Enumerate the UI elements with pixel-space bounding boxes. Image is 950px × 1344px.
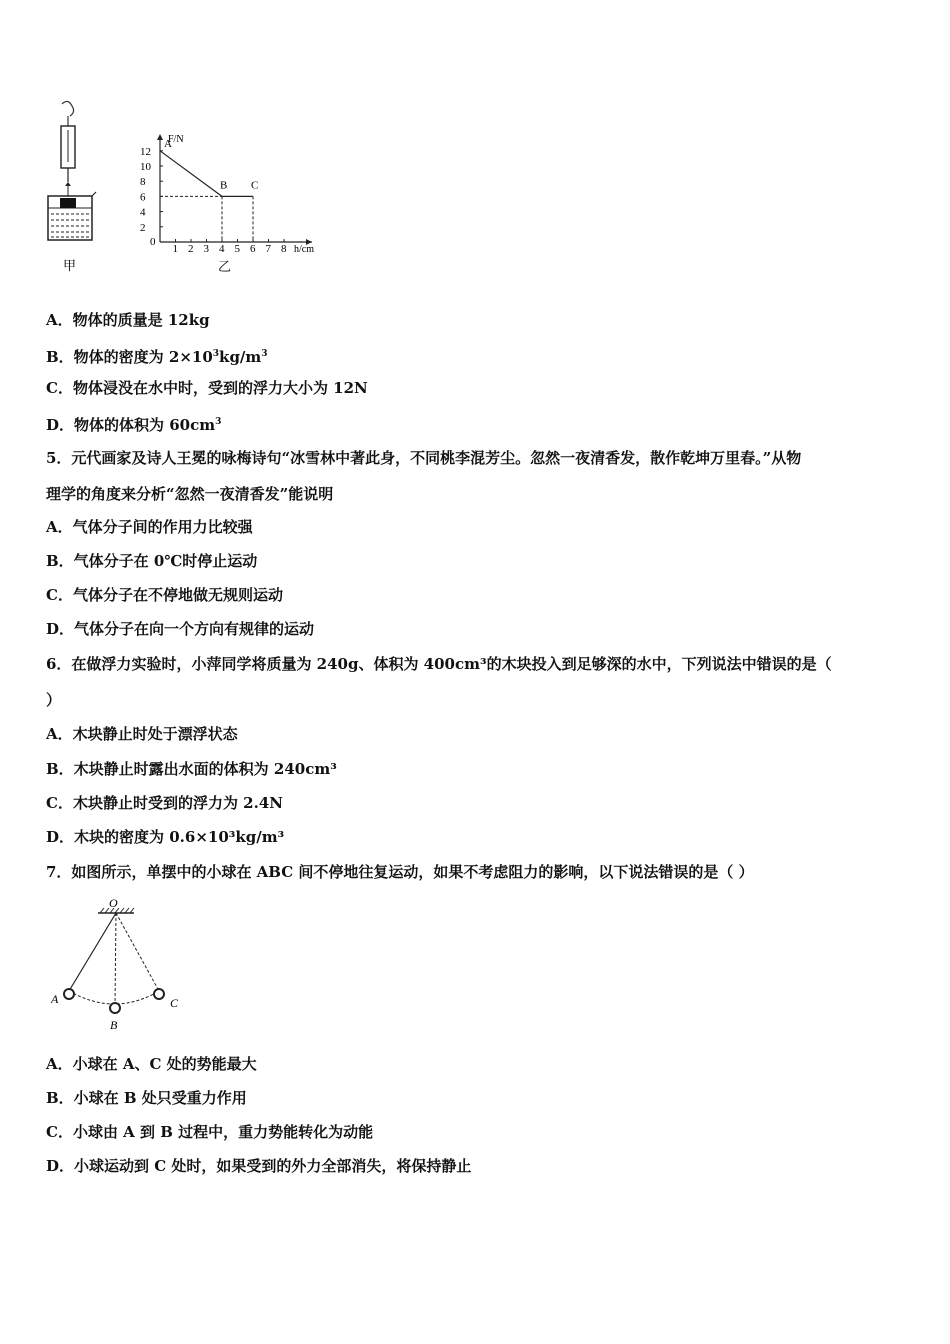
x-tick-label: 4 <box>219 243 225 255</box>
q4-option-b: B．物体的密度为 $2\times 10^3kg/m^3$ <box>46 348 268 366</box>
q6-option-c: C．木块静止时受到的浮力为 2.4N <box>46 794 283 812</box>
figure-pendulum <box>46 895 196 1035</box>
q7-stem: 7．如图所示，单摆中的小球在 ABC 间不停地往复运动，如果不考虑阻力的影响，以下说法错误的是（ ） <box>46 863 754 881</box>
q6-stem-line2: ） <box>46 691 62 709</box>
x-tick-label: 3 <box>203 243 209 255</box>
y-tick-label: 4 <box>140 206 146 219</box>
figure-yi <box>130 128 330 278</box>
data-line <box>160 151 253 197</box>
ball-a <box>64 989 74 999</box>
y-axis-label: F/N <box>168 134 184 145</box>
ball-b <box>110 1003 120 1013</box>
pendulum-drawing <box>46 895 196 1035</box>
y-tick-label: 6 <box>140 191 146 204</box>
q7-option-a: A．小球在 A、C 处的势能最大 <box>46 1055 257 1073</box>
string-c <box>116 913 159 991</box>
label-c: C <box>170 996 179 1010</box>
x-tick-label: 2 <box>188 243 194 255</box>
jia-caption: 甲 <box>63 258 77 273</box>
q4-option-d: D．物体的体积为 $60cm^3$ <box>46 416 222 434</box>
x-tick-label: 7 <box>265 243 271 255</box>
label-b: B <box>110 1018 118 1032</box>
spring-scale-beaker-drawing <box>40 96 100 276</box>
q4-option-c: C．物体浸没在水中时，受到的浮力大小为 12N <box>46 379 368 397</box>
label-a: A <box>51 992 59 1006</box>
y-tick-label: 12 <box>140 145 151 158</box>
q5-option-a: A．气体分子间的作用力比较强 <box>46 518 253 536</box>
q5-option-d: D．气体分子在向一个方向有规律的运动 <box>46 620 315 638</box>
q6-option-d: D．木块的密度为 0.6×10³kg/m³ <box>46 828 285 846</box>
q5-stem-line1: 5．元代画家及诗人王冕的咏梅诗句“冰雪林中著此身，不同桃李混芳尘。忽然一夜清香发，散作乾坤万里春。”从物 <box>46 449 802 467</box>
q6-stem-line1: 6．在做浮力实验时，小萍同学将质量为 240g、体积为 400cm³的木块投入到足够深的水中，下列说法中错误的是（ <box>46 655 832 673</box>
string-a <box>69 913 116 991</box>
point-label-a: A <box>164 137 172 150</box>
q6-option-b: B．木块静止时露出水面的体积为 240cm³ <box>46 760 337 778</box>
point-label-c: C <box>251 179 259 192</box>
y-tick-label: 2 <box>140 221 146 234</box>
q7-option-c: C．小球由 A 到 B 过程中，重力势能转化为动能 <box>46 1123 374 1141</box>
q7-option-b: B．小球在 B 处只受重力作用 <box>46 1089 247 1107</box>
figure-jia <box>40 96 100 276</box>
q5-option-c: C．气体分子在不停地做无规则运动 <box>46 586 283 604</box>
q7-option-d: D．小球运动到 C 处时，如果受到的外力全部消失，将保持静止 <box>46 1157 472 1175</box>
x-tick-label: 6 <box>250 243 256 255</box>
x-tick-label: 5 <box>234 243 240 255</box>
x-tick-label: 8 <box>281 243 287 255</box>
y-tick-label: 8 <box>140 176 146 189</box>
yi-caption: 乙 <box>218 260 232 275</box>
q6-option-a: A．木块静止时处于漂浮状态 <box>46 725 238 743</box>
swing-arc <box>69 991 159 1004</box>
point-label-b: B <box>220 179 228 192</box>
ball-c <box>154 989 164 999</box>
string-b <box>115 913 116 1005</box>
x-tick-label: 1 <box>172 243 178 255</box>
q5-option-b: B．气体分子在 0℃时停止运动 <box>46 552 258 570</box>
x-axis-label: h/cm <box>294 244 314 255</box>
y-tick-label: 10 <box>140 161 151 173</box>
y-axis-arrow <box>157 134 163 140</box>
q5-stem-line2: 理学的角度来分析“忽然一夜清香发”能说明 <box>46 485 334 503</box>
q4-option-a: A．物体的质量是 12kg <box>46 311 210 329</box>
label-o: O <box>109 896 118 910</box>
y-tick-label: 0 <box>150 236 156 248</box>
